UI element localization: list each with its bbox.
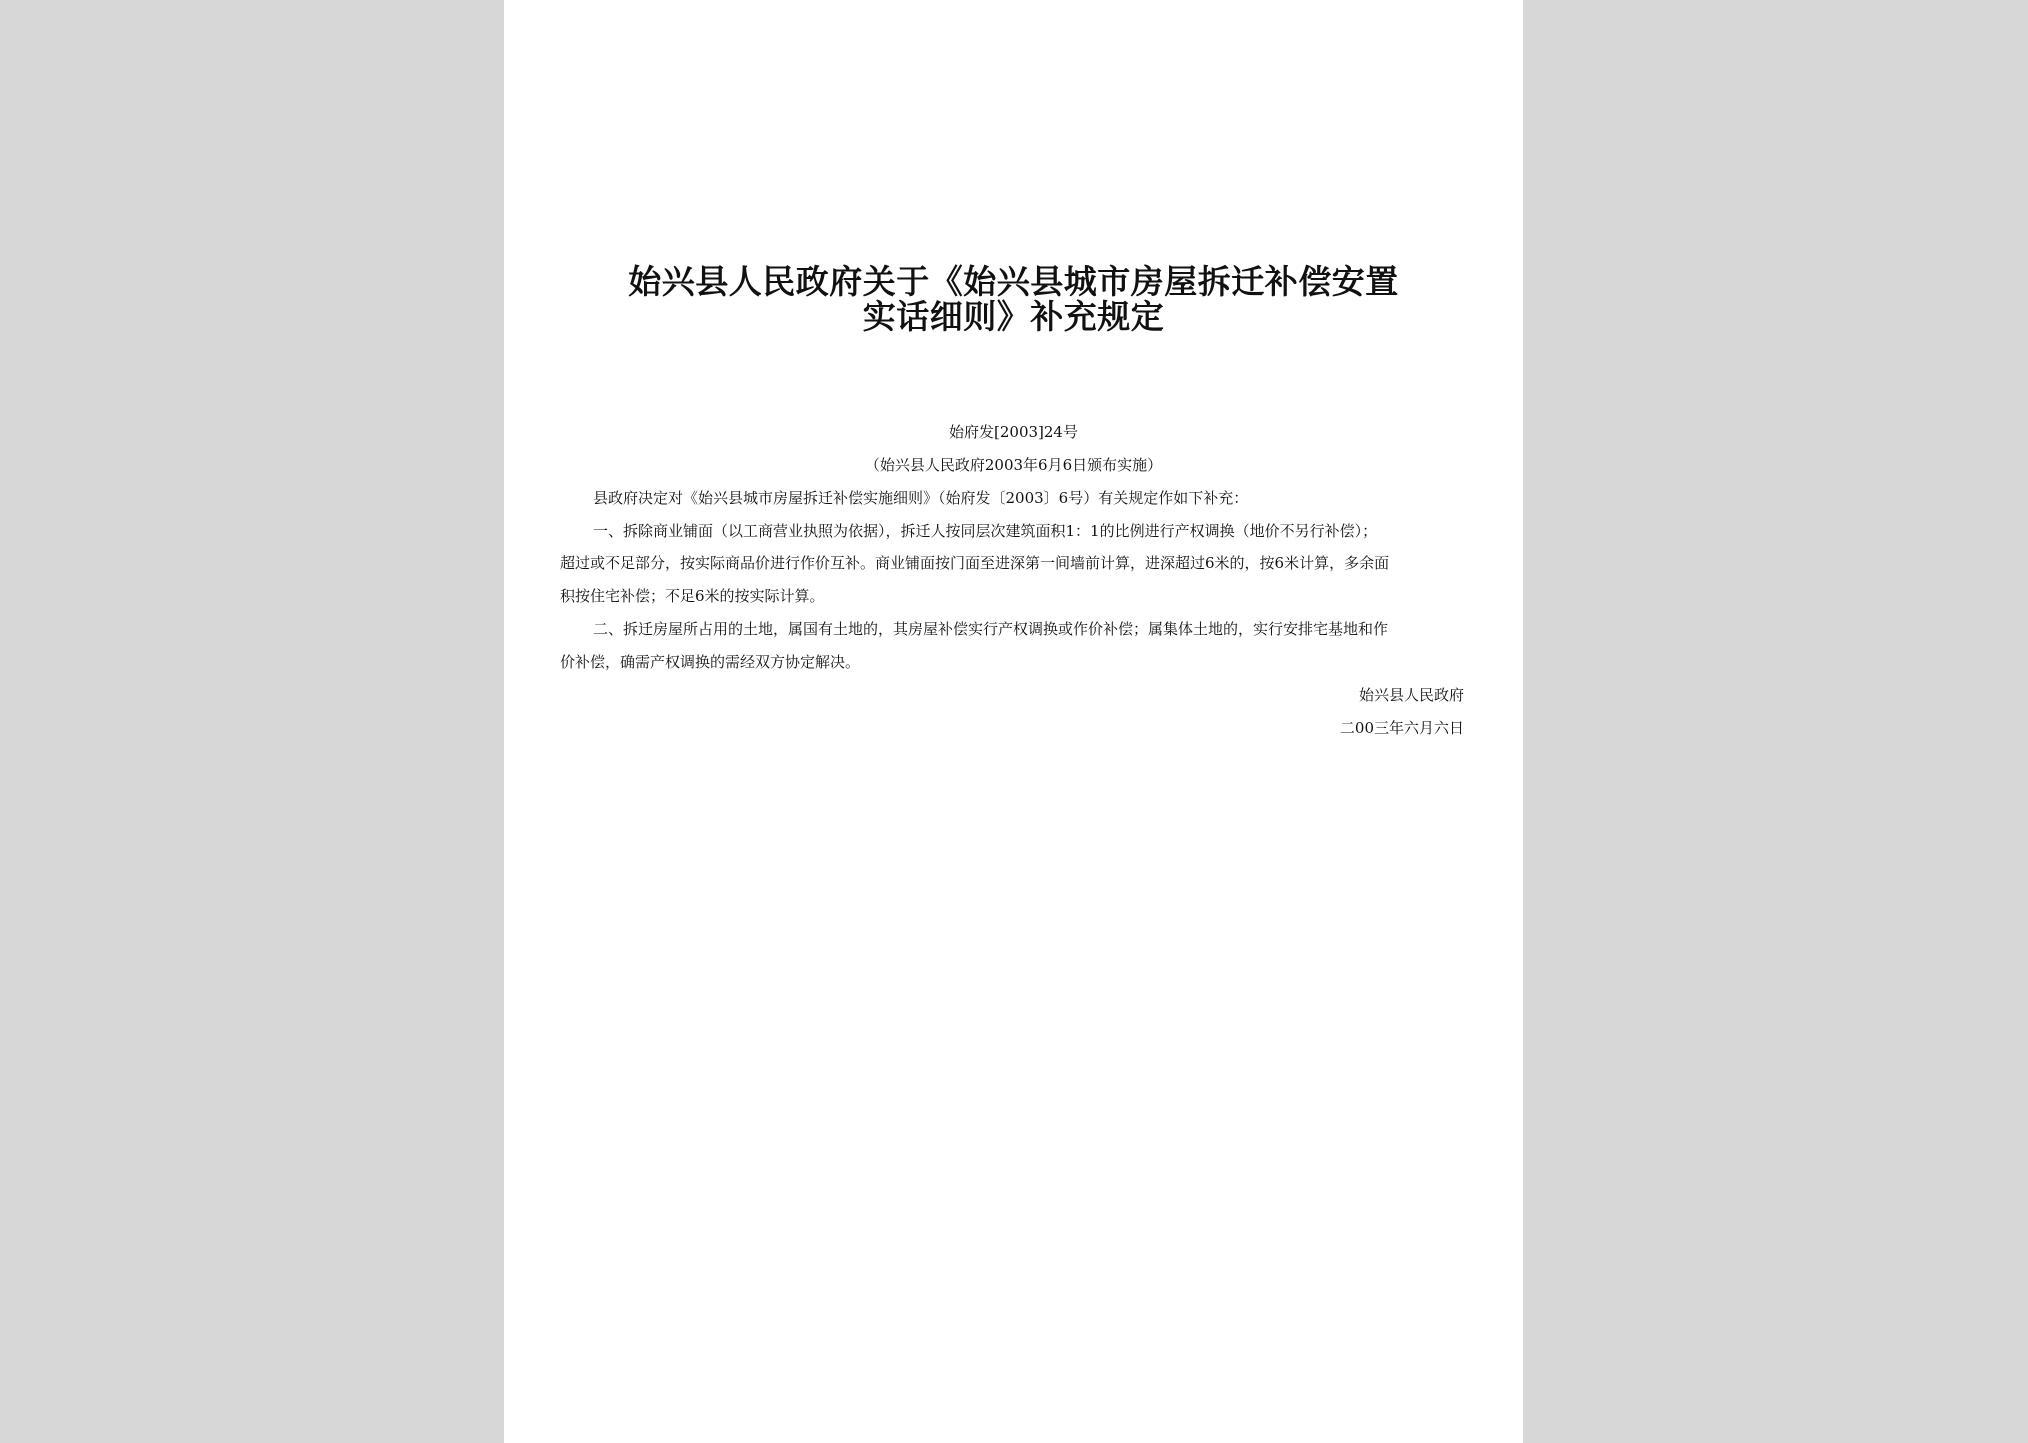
body-line-intro: 县政府决定对《始兴县城市房屋拆迁补偿实施细则》（始府发〔2003〕6号）有关规定作如下补充： xyxy=(593,489,1249,507)
body-line-clause-2-a: 二、拆迁房屋所占用的土地，属国有土地的，其房屋补偿实行产权调换或作价补偿；属集体土地的，实行安排宅基地和作 xyxy=(593,620,1389,638)
signature-date: 二00三年六月六日 xyxy=(1339,719,1464,737)
body-line-clause-2-b: 价补偿，确需产权调换的需经双方协定解决。 xyxy=(560,653,861,671)
body-line-clause-1-a: 一、拆除商业铺面（以工商营业执照为依据），拆迁人按同层次建筑面积1：1的比例进行产权调换（地价不另行补偿）； xyxy=(593,522,1378,540)
promulgation-note: （始兴县人民政府2003年6月6日颁布实施） xyxy=(864,456,1163,474)
body-line-clause-1-b: 超过或不足部分，按实际商品价进行作价互补。商业铺面按门面至进深第一间墙前计算，进深超过6米的，按6米计算，多余面 xyxy=(560,554,1390,572)
document-title-line-2: 实话细则》补充规定 xyxy=(862,297,1165,336)
signature-issuer: 始兴县人民政府 xyxy=(1358,686,1464,704)
document-page xyxy=(504,0,1523,1443)
document-title-line-1: 始兴县人民政府关于《始兴县城市房屋拆迁补偿安置 xyxy=(628,262,1399,301)
document-number: 始府发[2003]24号 xyxy=(949,423,1078,441)
body-line-clause-1-c: 积按住宅补偿；不足6米的按实际计算。 xyxy=(560,587,825,605)
